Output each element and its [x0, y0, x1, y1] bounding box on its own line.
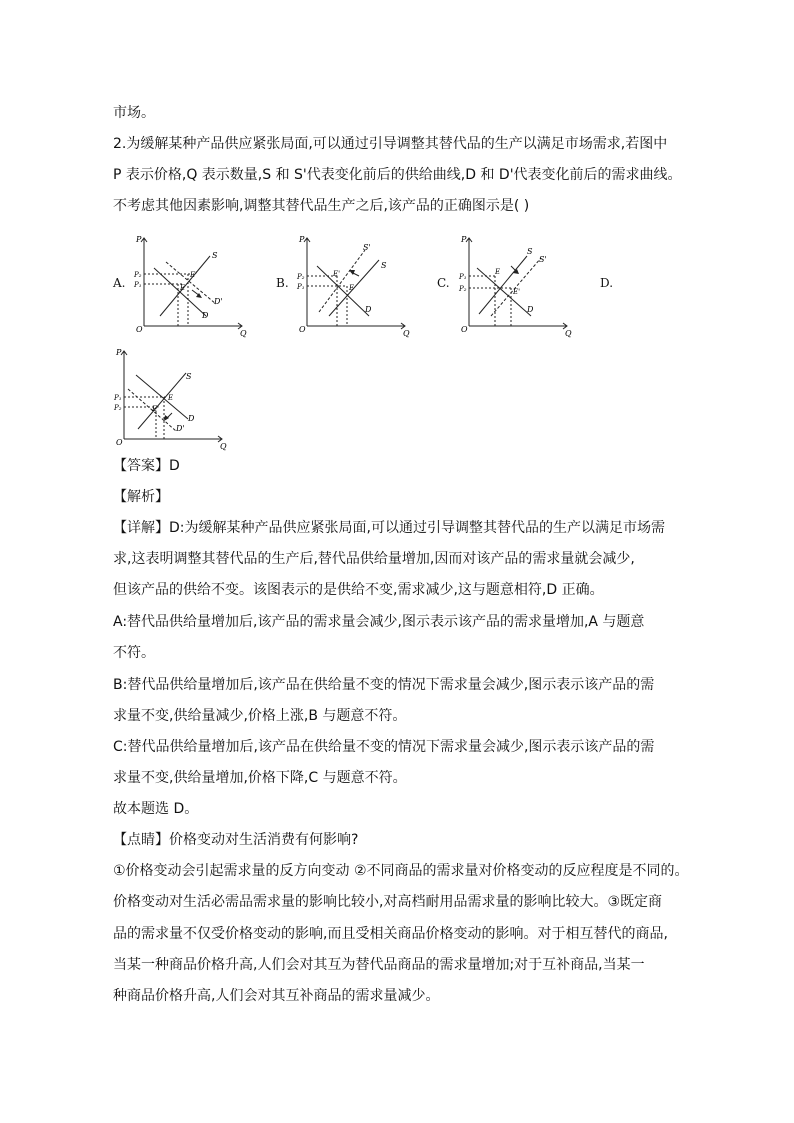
price-p1-label: P₁	[459, 273, 467, 281]
answer-line: 【答案】D	[113, 458, 180, 474]
price-p2-label: P₂	[459, 285, 467, 293]
axis-p-label: P	[461, 235, 467, 244]
analysis-heading: 【解析】	[113, 489, 169, 505]
new-supply-label: S'	[363, 243, 371, 252]
demand-label: D	[188, 414, 195, 423]
supply-label: S	[381, 261, 387, 270]
detail-line: 求量不变,供给量减少,价格上涨,B 与题意不符。	[113, 708, 407, 724]
supply-label: S	[527, 247, 533, 256]
detail-line: A:替代品供给量增加后,该产品的需求量会减少,图示表示该产品的需求量增加,A 与题意	[113, 614, 645, 630]
point-line: 当某一种商品价格升高,人们会对其互为替代品商品的需求量增加;对于互补商品,当某一	[113, 957, 645, 973]
detail-line: 求,这表明调整其替代品的生产后,替代品供给量增加,因而对该产品的需求量就会减少,	[113, 551, 635, 567]
price-p2-label: P₂	[134, 271, 142, 279]
new-equilibrium-label: E'	[513, 288, 521, 296]
detail-line: 不符。	[113, 645, 155, 661]
demand-label: D	[365, 305, 372, 314]
detail-line: B:替代品供给量增加后,该产品在供给量不变的情况下需求量会减少,图示表示该产品的需	[113, 677, 655, 693]
graph-option-d	[110, 345, 235, 453]
equilibrium-label: E	[349, 284, 355, 292]
detail-line: 但该产品的供给不变。该图表示的是供给不变,需求减少,这与题意相符,D 正确。	[113, 582, 604, 598]
new-demand-label: D'	[214, 297, 223, 306]
origin-label: O	[116, 438, 123, 447]
new-equilibrium-label: E'	[152, 405, 160, 413]
supply-label: S	[212, 251, 218, 260]
origin-label: O	[299, 325, 306, 334]
point-line: 品的需求量不仅受价格变动的影响,而且受相关商品价格变动的影响。对于相互替代的商品,	[113, 926, 668, 942]
new-supply-label: S'	[539, 255, 547, 264]
point-line: ①价格变动会引起需求量的反方向变动 ②不同商品的需求量对价格变动的反应程度是不同的。	[113, 863, 689, 879]
question-line: 不考虑其他因素影响,调整其替代品生产之后,该产品的正确图示是( )	[113, 198, 530, 214]
axis-q-label: Q	[565, 329, 572, 338]
option-c-label: C.	[437, 276, 450, 290]
origin-label: O	[461, 325, 468, 334]
price-p1-label: P₁	[114, 394, 122, 402]
axis-p-label: P	[136, 235, 142, 244]
demand-label: D	[202, 311, 209, 320]
option-b-label: B.	[276, 276, 289, 290]
point-line: 价格变动对生活必需品需求量的影响比较小,对高档耐用品需求量的影响比较大。③既定商	[113, 894, 662, 910]
supply-label: S	[186, 372, 192, 381]
price-p1-label: P₁	[297, 283, 305, 291]
price-p2-label: P₂	[297, 273, 305, 281]
detail-line: 【详解】D:为缓解某种产品供应紧张局面,可以通过引导调整其替代品的生产以满足市场需	[113, 520, 665, 536]
demand-label: D	[527, 305, 534, 314]
point-heading: 【点睛】价格变动对生活消费有何影响?	[113, 832, 359, 848]
equilibrium-label: E	[495, 268, 501, 276]
graph-option-b	[293, 232, 418, 340]
conclusion-line: 故本题选 D。	[113, 801, 199, 817]
axis-p-label: P	[116, 348, 122, 357]
axis-p-label: P	[299, 235, 305, 244]
graph-option-a	[130, 232, 255, 340]
option-a-label: A.	[113, 276, 126, 290]
question-line: P 表示价格,Q 表示数量,S 和 S'代表变化前后的供给曲线,D 和 D'代表变化前后的需求曲线。	[113, 167, 682, 183]
point-line: 种商品价格升高,人们会对其互补商品的需求量减少。	[113, 988, 440, 1004]
axis-q-label: Q	[403, 329, 410, 338]
new-demand-label: D'	[176, 424, 185, 433]
equilibrium-label: E	[180, 284, 186, 292]
new-equilibrium-label: E'	[333, 270, 341, 278]
axis-q-label: Q	[240, 329, 247, 338]
detail-line: 求量不变,供给量增加,价格下降,C 与题意不符。	[113, 770, 407, 786]
detail-line: C:替代品供给量增加后,该产品在供给量不变的情况下需求量会减少,图示表示该产品的需	[113, 739, 655, 755]
origin-label: O	[136, 325, 143, 334]
option-d-label: D.	[600, 276, 614, 290]
new-equilibrium-label: E'	[190, 271, 198, 279]
price-p2-label: P₂	[114, 404, 122, 412]
graph-option-c	[455, 232, 580, 340]
text-line: 市场。	[113, 105, 155, 121]
price-p1-label: P₁	[134, 281, 142, 289]
axis-q-label: Q	[220, 442, 227, 451]
equilibrium-label: E	[168, 394, 174, 402]
question-line: 2.为缓解某种产品供应紧张局面,可以通过引导调整其替代品的生产以满足市场需求,若图中	[113, 136, 668, 152]
